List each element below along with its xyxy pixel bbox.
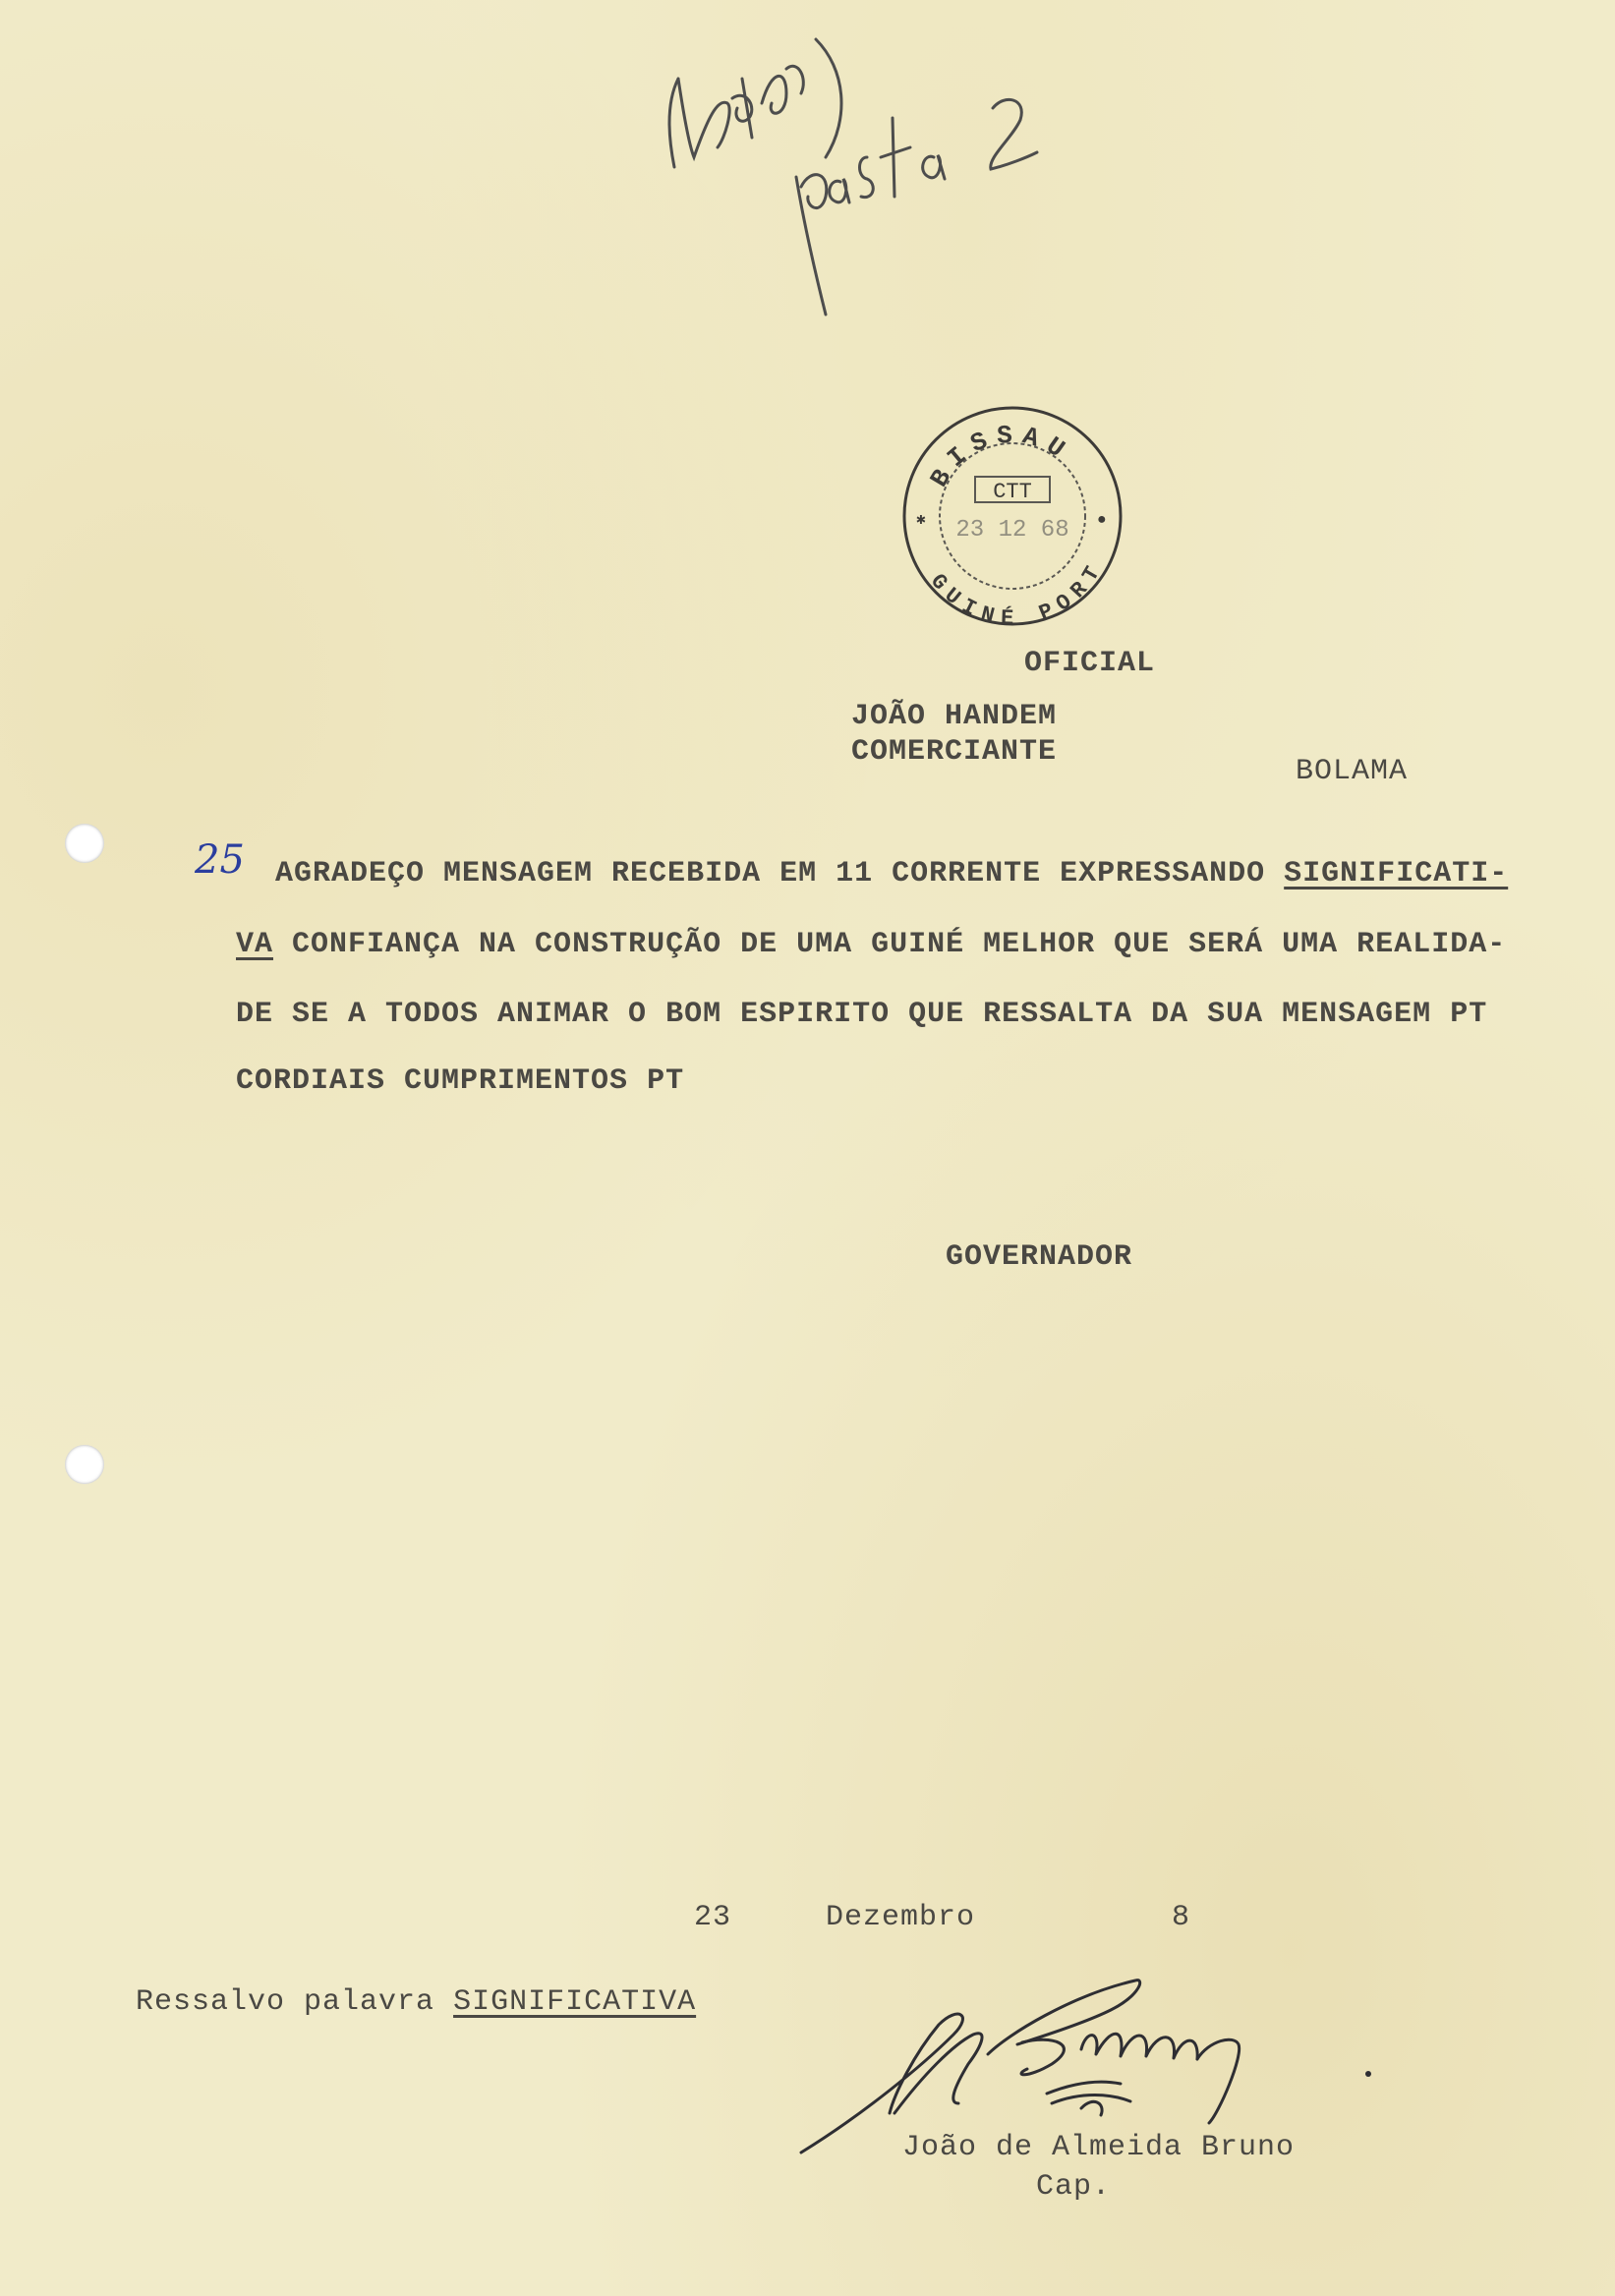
classification: OFICIAL <box>1024 647 1156 680</box>
recipient-role: COMERCIANTE <box>851 735 1058 769</box>
body-line-1-text: AGRADEÇO MENSAGEM RECEBIDA EM 11 CORRENTE EXPRESSANDO <box>275 857 1285 890</box>
body-line-1-underlined: SIGNIFICATI- <box>1284 857 1509 890</box>
stamp-date: 23 12 68 <box>955 517 1069 544</box>
correction-word: SIGNIFICATIVA <box>453 1985 697 2019</box>
correction-prefix: Ressalvo palavra <box>136 1985 454 2019</box>
body-line-4: CORDIAIS CUMPRIMENTOS PT <box>236 1064 685 1098</box>
stamp-ctt: CTT <box>993 480 1032 504</box>
svg-text:✱: ✱ <box>916 511 926 529</box>
recipient-place: BOLAMA <box>1296 755 1409 788</box>
date-year: 8 <box>1172 1901 1191 1934</box>
punch-hole-top <box>65 824 104 863</box>
body-line-2-text: CONFIANÇA NA CONSTRUÇÃO DE UMA GUINÉ MELHOR QUE SERÁ UMA REALIDA- <box>273 928 1507 961</box>
signature <box>786 1966 1396 2202</box>
date-month: Dezembro <box>826 1901 976 1934</box>
body-line-2-underlined: VA <box>236 928 274 961</box>
recipient-name: JOÃO HANDEM <box>851 700 1058 733</box>
postal-stamp <box>894 398 1130 634</box>
punch-hole-bottom <box>65 1445 104 1484</box>
sender: GOVERNADOR <box>946 1240 1133 1274</box>
svg-text:●: ● <box>1097 511 1107 529</box>
stamp-bottom-text: GUINÉ PORT <box>924 558 1108 632</box>
signatory-name: João de Almeida Bruno <box>902 2131 1296 2164</box>
body-line-2 <box>236 928 1506 961</box>
body-line-3: DE SE A TODOS ANIMAR O BOM ESPIRITO QUE RESSALTA DA SUA MENSAGEM PT <box>236 998 1488 1031</box>
body-line-1 <box>275 857 1508 890</box>
handwritten-note <box>639 10 1052 324</box>
margin-number: 25 <box>195 837 245 883</box>
signatory-rank: Cap. <box>1036 2170 1112 2204</box>
date-day: 23 <box>694 1901 732 1934</box>
correction-note <box>136 1985 696 2019</box>
stamp-top-text: BISSAU <box>924 420 1077 493</box>
